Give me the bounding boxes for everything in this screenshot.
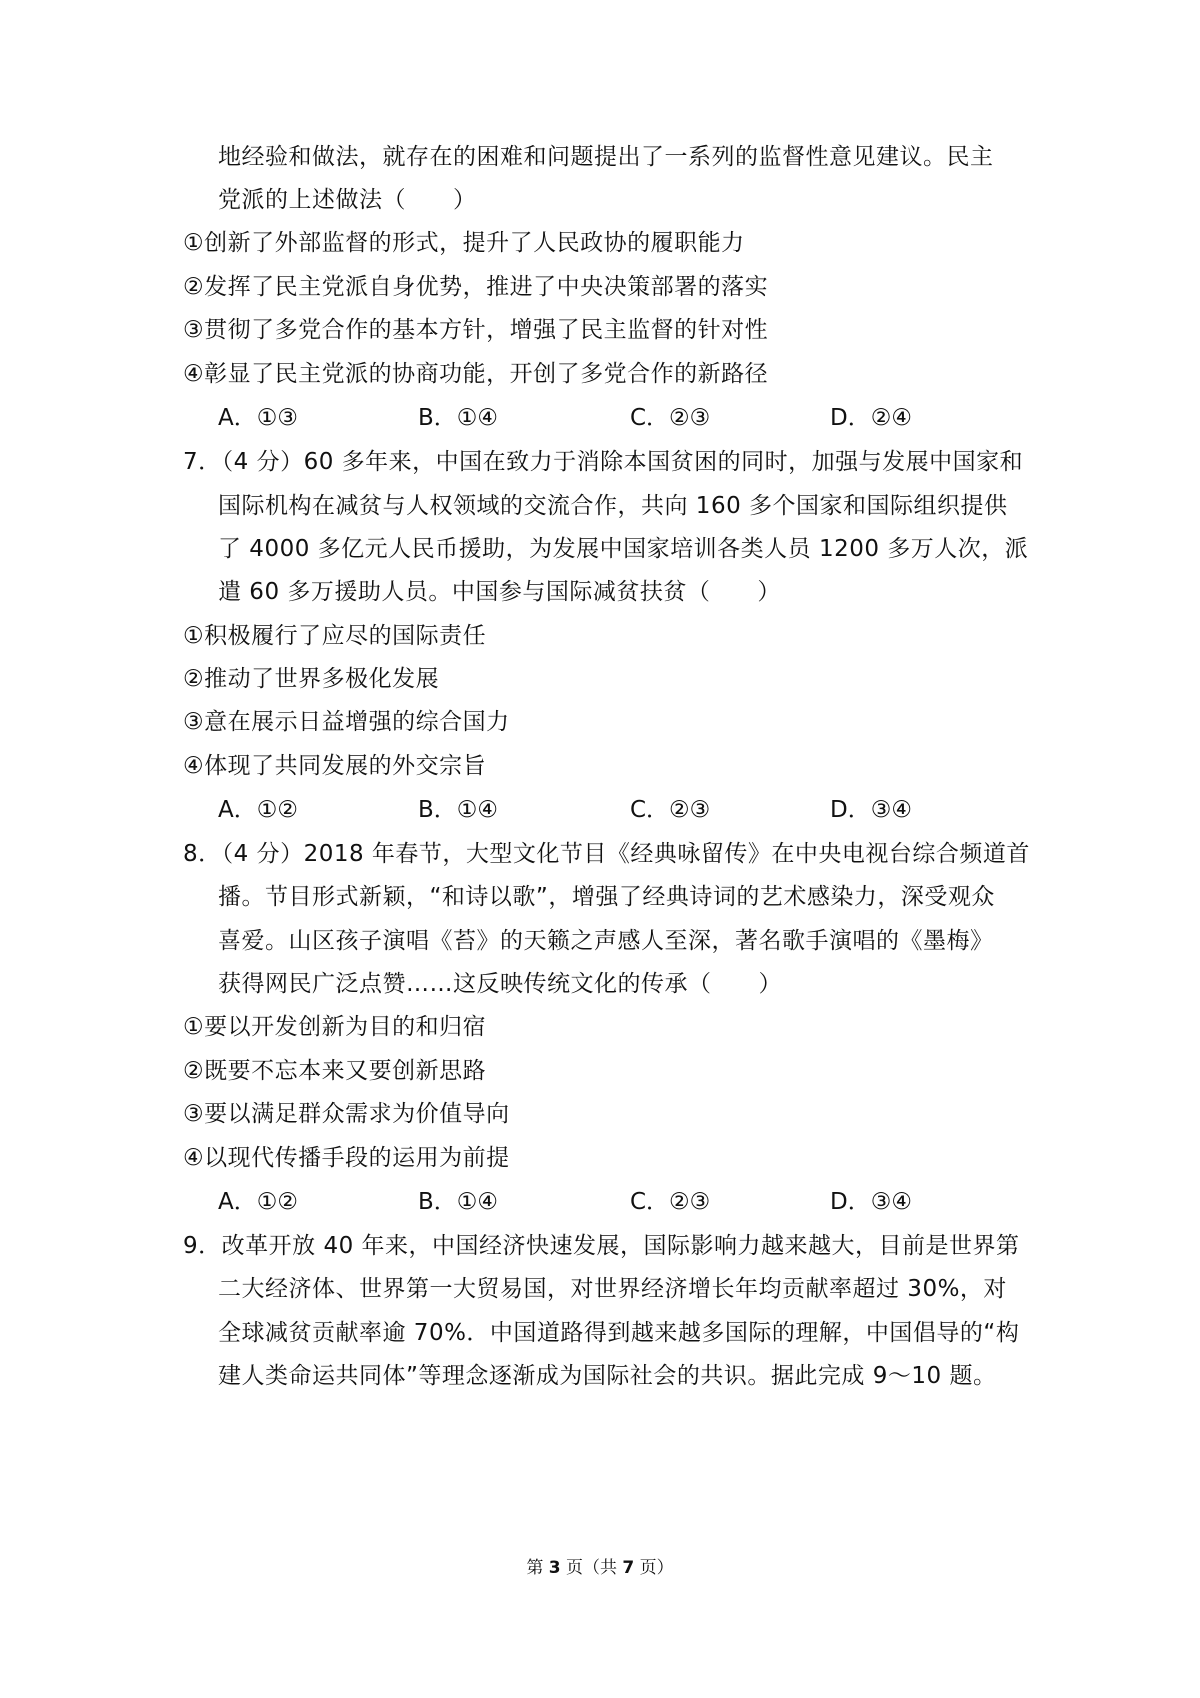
q6-stem-line-1: 地经验和做法，就存在的困难和问题提出了一系列的监督性意见建议。民主 — [218, 144, 994, 170]
q6-statement-1: ①创新了外部监督的形式，提升了人民政协的履职能力 — [183, 230, 745, 256]
q9-stem-line-4: 建人类命运共同体”等理念逐渐成为国际社会的共识。据此完成 9～10 题。 — [218, 1363, 997, 1389]
q7-stem-line-3: 了 4000 多亿元人民币援助，为发展中国家培训各类人员 1200 多万人次，派 — [218, 536, 1029, 562]
q7-choice-b[interactable]: B．①④ — [418, 797, 499, 823]
q6-stem-line-2: 党派的上述做法（ ） — [218, 187, 477, 213]
q8-stem-line-4: 获得网民广泛点赞……这反映传统文化的传承（ ） — [218, 971, 782, 997]
footer-prefix: 第 — [526, 1558, 544, 1578]
footer-page-number: 3 — [548, 1558, 561, 1578]
q6-choice-c[interactable]: C．②③ — [630, 405, 711, 431]
q9-stem-line-3: 全球减贫贡献率逾 70%．中国道路得到越来越多国际的理解，中国倡导的“构 — [218, 1320, 1020, 1346]
page-footer — [0, 1556, 1200, 1580]
q8-statement-2: ②既要不忘本来又要创新思路 — [183, 1058, 487, 1084]
q6-statement-3: ③贯彻了多党合作的基本方针，增强了民主监督的针对性 — [183, 317, 769, 343]
q9-stem-line-1: 9．改革开放 40 年来，中国经济快速发展，国际影响力越来越大，目前是世界第 — [183, 1233, 1020, 1259]
q6-choice-a[interactable]: A．①③ — [218, 405, 298, 431]
q8-stem-line-2: 播。节目形式新颖，“和诗以歌”，增强了经典诗词的艺术感染力，深受观众 — [218, 884, 995, 910]
q6-choice-b[interactable]: B．①④ — [418, 405, 499, 431]
q7-statement-3: ③意在展示日益增强的综合国力 — [183, 709, 510, 735]
q7-choice-a[interactable]: A．①② — [218, 797, 298, 823]
q7-statement-1: ①积极履行了应尽的国际责任 — [183, 623, 487, 649]
q7-stem-line-4: 遣 60 多万援助人员。中国参与国际减贫扶贫（ ） — [218, 579, 781, 605]
footer-mid: 页（共 — [566, 1558, 617, 1578]
footer-suffix: 页） — [639, 1558, 674, 1578]
q7-statement-2: ②推动了世界多极化发展 — [183, 666, 440, 692]
q8-choice-a[interactable]: A．①② — [218, 1189, 298, 1215]
footer-total-pages: 7 — [622, 1558, 635, 1578]
q7-choice-c[interactable]: C．②③ — [630, 797, 711, 823]
q8-stem-line-1: 8．（4 分）2018 年春节，大型文化节目《经典咏留传》在中央电视台综合频道首 — [183, 841, 1030, 867]
q9-stem-line-2: 二大经济体、世界第一大贸易国，对世界经济增长年均贡献率超过 30%，对 — [218, 1276, 1007, 1302]
q8-stem-line-3: 喜爱。山区孩子演唱《苔》的天籁之声感人至深，著名歌手演唱的《墨梅》 — [218, 928, 994, 954]
q7-statement-4: ④体现了共同发展的外交宗旨 — [183, 753, 487, 779]
q6-statement-4: ④彰显了民主党派的协商功能，开创了多党合作的新路径 — [183, 361, 769, 387]
q8-statement-3: ③要以满足群众需求为价值导向 — [183, 1101, 510, 1127]
q7-choice-d[interactable]: D．③④ — [830, 797, 912, 823]
q8-statement-4: ④以现代传播手段的运用为前提 — [183, 1145, 510, 1171]
q8-choice-b[interactable]: B．①④ — [418, 1189, 499, 1215]
q8-statement-1: ①要以开发创新为目的和归宿 — [183, 1014, 487, 1040]
q8-choice-d[interactable]: D．③④ — [830, 1189, 912, 1215]
q8-choice-c[interactable]: C．②③ — [630, 1189, 711, 1215]
q6-statement-2: ②发挥了民主党派自身优势，推进了中央决策部署的落实 — [183, 274, 769, 300]
q7-stem-line-2: 国际机构在减贫与人权领域的交流合作，共向 160 多个国家和国际组织提供 — [218, 493, 1008, 519]
q6-choice-d[interactable]: D．②④ — [830, 405, 912, 431]
q7-stem-line-1: 7．（4 分）60 多年来，中国在致力于消除本国贫困的同时，加强与发展中国家和 — [183, 449, 1024, 475]
